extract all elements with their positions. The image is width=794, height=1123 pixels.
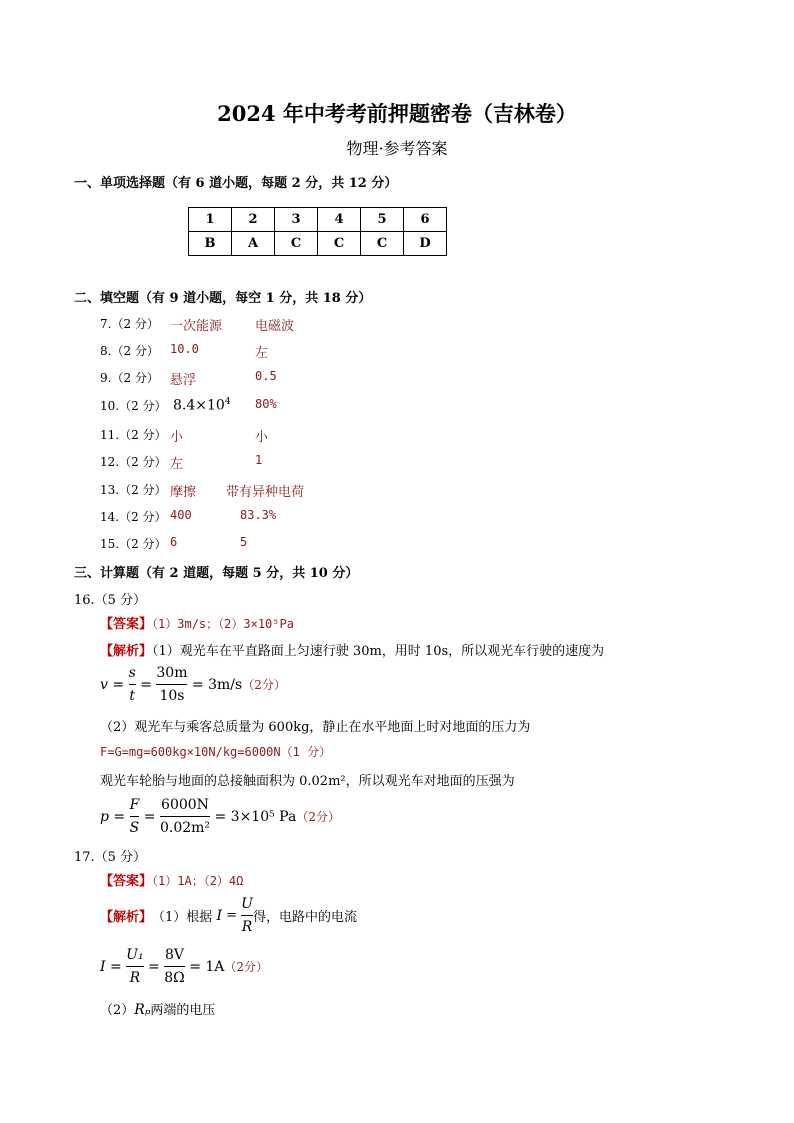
eq-lhs: p — [100, 808, 109, 825]
table-cell: D — [404, 232, 447, 256]
frac-num: U₁ — [126, 944, 143, 967]
eq-lhs: I — [216, 907, 222, 924]
equation-current: I = $\frac{\text{U₁}}{R}$ = $\frac{8V}{8\Omega}$ = 1A （2分） — [100, 944, 268, 989]
table-cell: 6 — [404, 208, 447, 232]
table-cell: 5 — [361, 208, 404, 232]
question-16-line3: F=G=mg=600kg×10N/kg=6000N（1 分） — [100, 745, 332, 759]
item-answer-a: 摩擦 — [170, 485, 197, 500]
table-cell: A — [232, 232, 275, 256]
points-note: （2分） — [296, 810, 340, 824]
equation-velocity: v = $\frac{s}{t}$ = $\frac{30m}{10s}$ = 3m/s （2分） — [100, 662, 286, 707]
question-16-analysis — [100, 640, 604, 659]
item-answer-a: 400 — [170, 508, 192, 522]
analysis-text: （1）观光车在平直路面上匀速行驶 30m，用时 10s，所以观光车行驶的速度为 — [152, 644, 605, 659]
line-text: （2） — [100, 1003, 135, 1018]
page-subtitle: 物理·参考答案 — [346, 139, 448, 158]
item-answer-b: 5 — [240, 535, 248, 549]
eq-result: = 3m/s — [191, 676, 243, 693]
table-cell: 2 — [232, 208, 275, 232]
analysis-text: （1）根据 — [152, 910, 213, 925]
frac-den: R — [129, 970, 141, 986]
analysis-tag: 【解析】 — [100, 644, 153, 659]
analysis-tag: 【解析】 — [100, 910, 153, 925]
item-answer-a: 小 — [170, 430, 184, 445]
item-answer-b: 80% — [255, 397, 277, 411]
answer-exponent: 4 — [224, 397, 231, 407]
item-number: 11.（2 分） — [100, 428, 167, 442]
section-1-heading: 一、单项选择题（有 6 道小题，每题 2 分，共 12 分） — [74, 176, 398, 191]
table-cell: C — [318, 232, 361, 256]
frac-den: R — [241, 919, 253, 935]
answer-tag: 【答案】 — [100, 874, 153, 889]
analysis-text: 得，电路中的电流 — [252, 910, 357, 925]
answer-tag: 【答案】 — [100, 617, 153, 632]
list-item — [100, 453, 263, 472]
list-item — [100, 535, 248, 552]
table-cell: B — [189, 232, 232, 256]
fraction — [241, 893, 253, 938]
item-answer-b: 1 — [255, 453, 263, 467]
table-cell: 4 — [318, 208, 361, 232]
question-16-label: 16.（5 分） — [74, 593, 147, 608]
page-title: 2024 年中考考前押题密卷（吉林卷） — [217, 101, 577, 126]
item-answer-b: 左 — [255, 346, 269, 361]
question-16-line2: （2）观光车与乘客总质量为 600kg，静止在水平地面上时对地面的压力为 — [100, 720, 531, 735]
fraction — [129, 662, 136, 707]
fraction — [126, 944, 143, 989]
frac-num: U — [241, 893, 253, 916]
question-17-last-line — [100, 999, 215, 1018]
answer-text: （1）1A；（2）4Ω — [152, 874, 244, 888]
frac-num: s — [129, 662, 136, 685]
table-cell: C — [361, 232, 404, 256]
section-2-heading: 二、填空题（有 9 道小题，每空 1 分，共 18 分） — [74, 291, 372, 306]
item-answer-b: 小 — [255, 430, 269, 445]
frac-den: S — [129, 820, 140, 836]
question-16-answer — [100, 613, 294, 632]
item-number: 10.（2 分） — [100, 399, 167, 413]
list-item — [100, 342, 269, 361]
answer-base: 8.4×10 — [173, 397, 225, 414]
eq-lhs: v — [100, 676, 108, 693]
list-item — [100, 369, 277, 388]
frac-den: 0.02m² — [159, 820, 211, 836]
frac-den: 8Ω — [164, 970, 185, 986]
item-answer-a: 6 — [170, 535, 178, 549]
table-row-answers — [189, 232, 447, 256]
frac-num: 8V — [164, 944, 185, 967]
section-3-heading: 三、计算题（有 2 道题，每题 5 分，共 10 分） — [74, 566, 359, 581]
item-answer-a: 一次能源 — [170, 319, 223, 334]
item-answer-b: 83.3% — [240, 508, 277, 522]
table-cell: 3 — [275, 208, 318, 232]
answer-table — [188, 207, 447, 256]
list-item — [100, 426, 269, 445]
question-17-answer — [100, 870, 243, 889]
item-answer-a: 悬浮 — [170, 373, 197, 388]
line-text: 两端的电压 — [150, 1003, 216, 1018]
frac-num: 6000N — [160, 794, 210, 817]
eq-result: = 1A — [189, 958, 225, 975]
answer-text: （1）3m/s；（2）3×10⁵Pa — [152, 617, 294, 631]
item-number: 12.（2 分） — [100, 455, 167, 469]
frac-den: t — [129, 688, 135, 704]
item-number: 7.（2 分） — [100, 317, 159, 331]
eq-result: = 3×10⁵ Pa — [214, 808, 297, 825]
points-note: （2分） — [224, 960, 269, 974]
item-answer-b: 0.5 — [255, 369, 277, 383]
question-17-label: 17.（5 分） — [74, 850, 147, 865]
fraction — [164, 944, 185, 989]
table-cell: 1 — [189, 208, 232, 232]
item-answer-a: 10.0 — [170, 342, 199, 356]
frac-num: F — [130, 794, 140, 817]
variable: Rₚ — [134, 1002, 151, 1018]
points-note: （2分） — [242, 678, 286, 692]
fraction — [160, 794, 210, 839]
table-cell: C — [275, 232, 318, 256]
item-answer-b: 电磁波 — [255, 319, 295, 334]
item-number: 15.（2 分） — [100, 537, 167, 551]
item-number: 9.（2 分） — [100, 371, 159, 385]
item-number: 8.（2 分） — [100, 344, 159, 358]
fraction — [156, 662, 187, 707]
item-number: 13.（2 分） — [100, 483, 167, 497]
list-item — [100, 315, 295, 334]
table-row-numbers — [189, 208, 447, 232]
item-answer-a: 左 — [170, 457, 184, 472]
list-item — [100, 508, 277, 525]
list-item — [100, 481, 305, 500]
frac-num: 30m — [156, 662, 187, 685]
eq-lhs: I — [100, 958, 106, 975]
question-16-line4: 观光车轮胎与地面的总接触面积为 0.02m²，所以观光车对地面的压强为 — [100, 774, 515, 789]
item-answer-b: 带有异种电荷 — [226, 485, 305, 500]
item-number: 14.（2 分） — [100, 510, 167, 524]
frac-den: 10s — [159, 688, 185, 704]
equation-pressure: p = $\frac{F}{S}$ = $\frac{6000N}{\text{0.02m²}}$ = 3×10⁵ Pa （2分） — [100, 794, 340, 839]
fraction — [130, 794, 140, 839]
question-17-analysis: 【解析】 （1）根据 I = $\frac{U}{R}$ 得，电路中的电流 — [100, 893, 357, 938]
item-answer-a — [173, 397, 231, 414]
